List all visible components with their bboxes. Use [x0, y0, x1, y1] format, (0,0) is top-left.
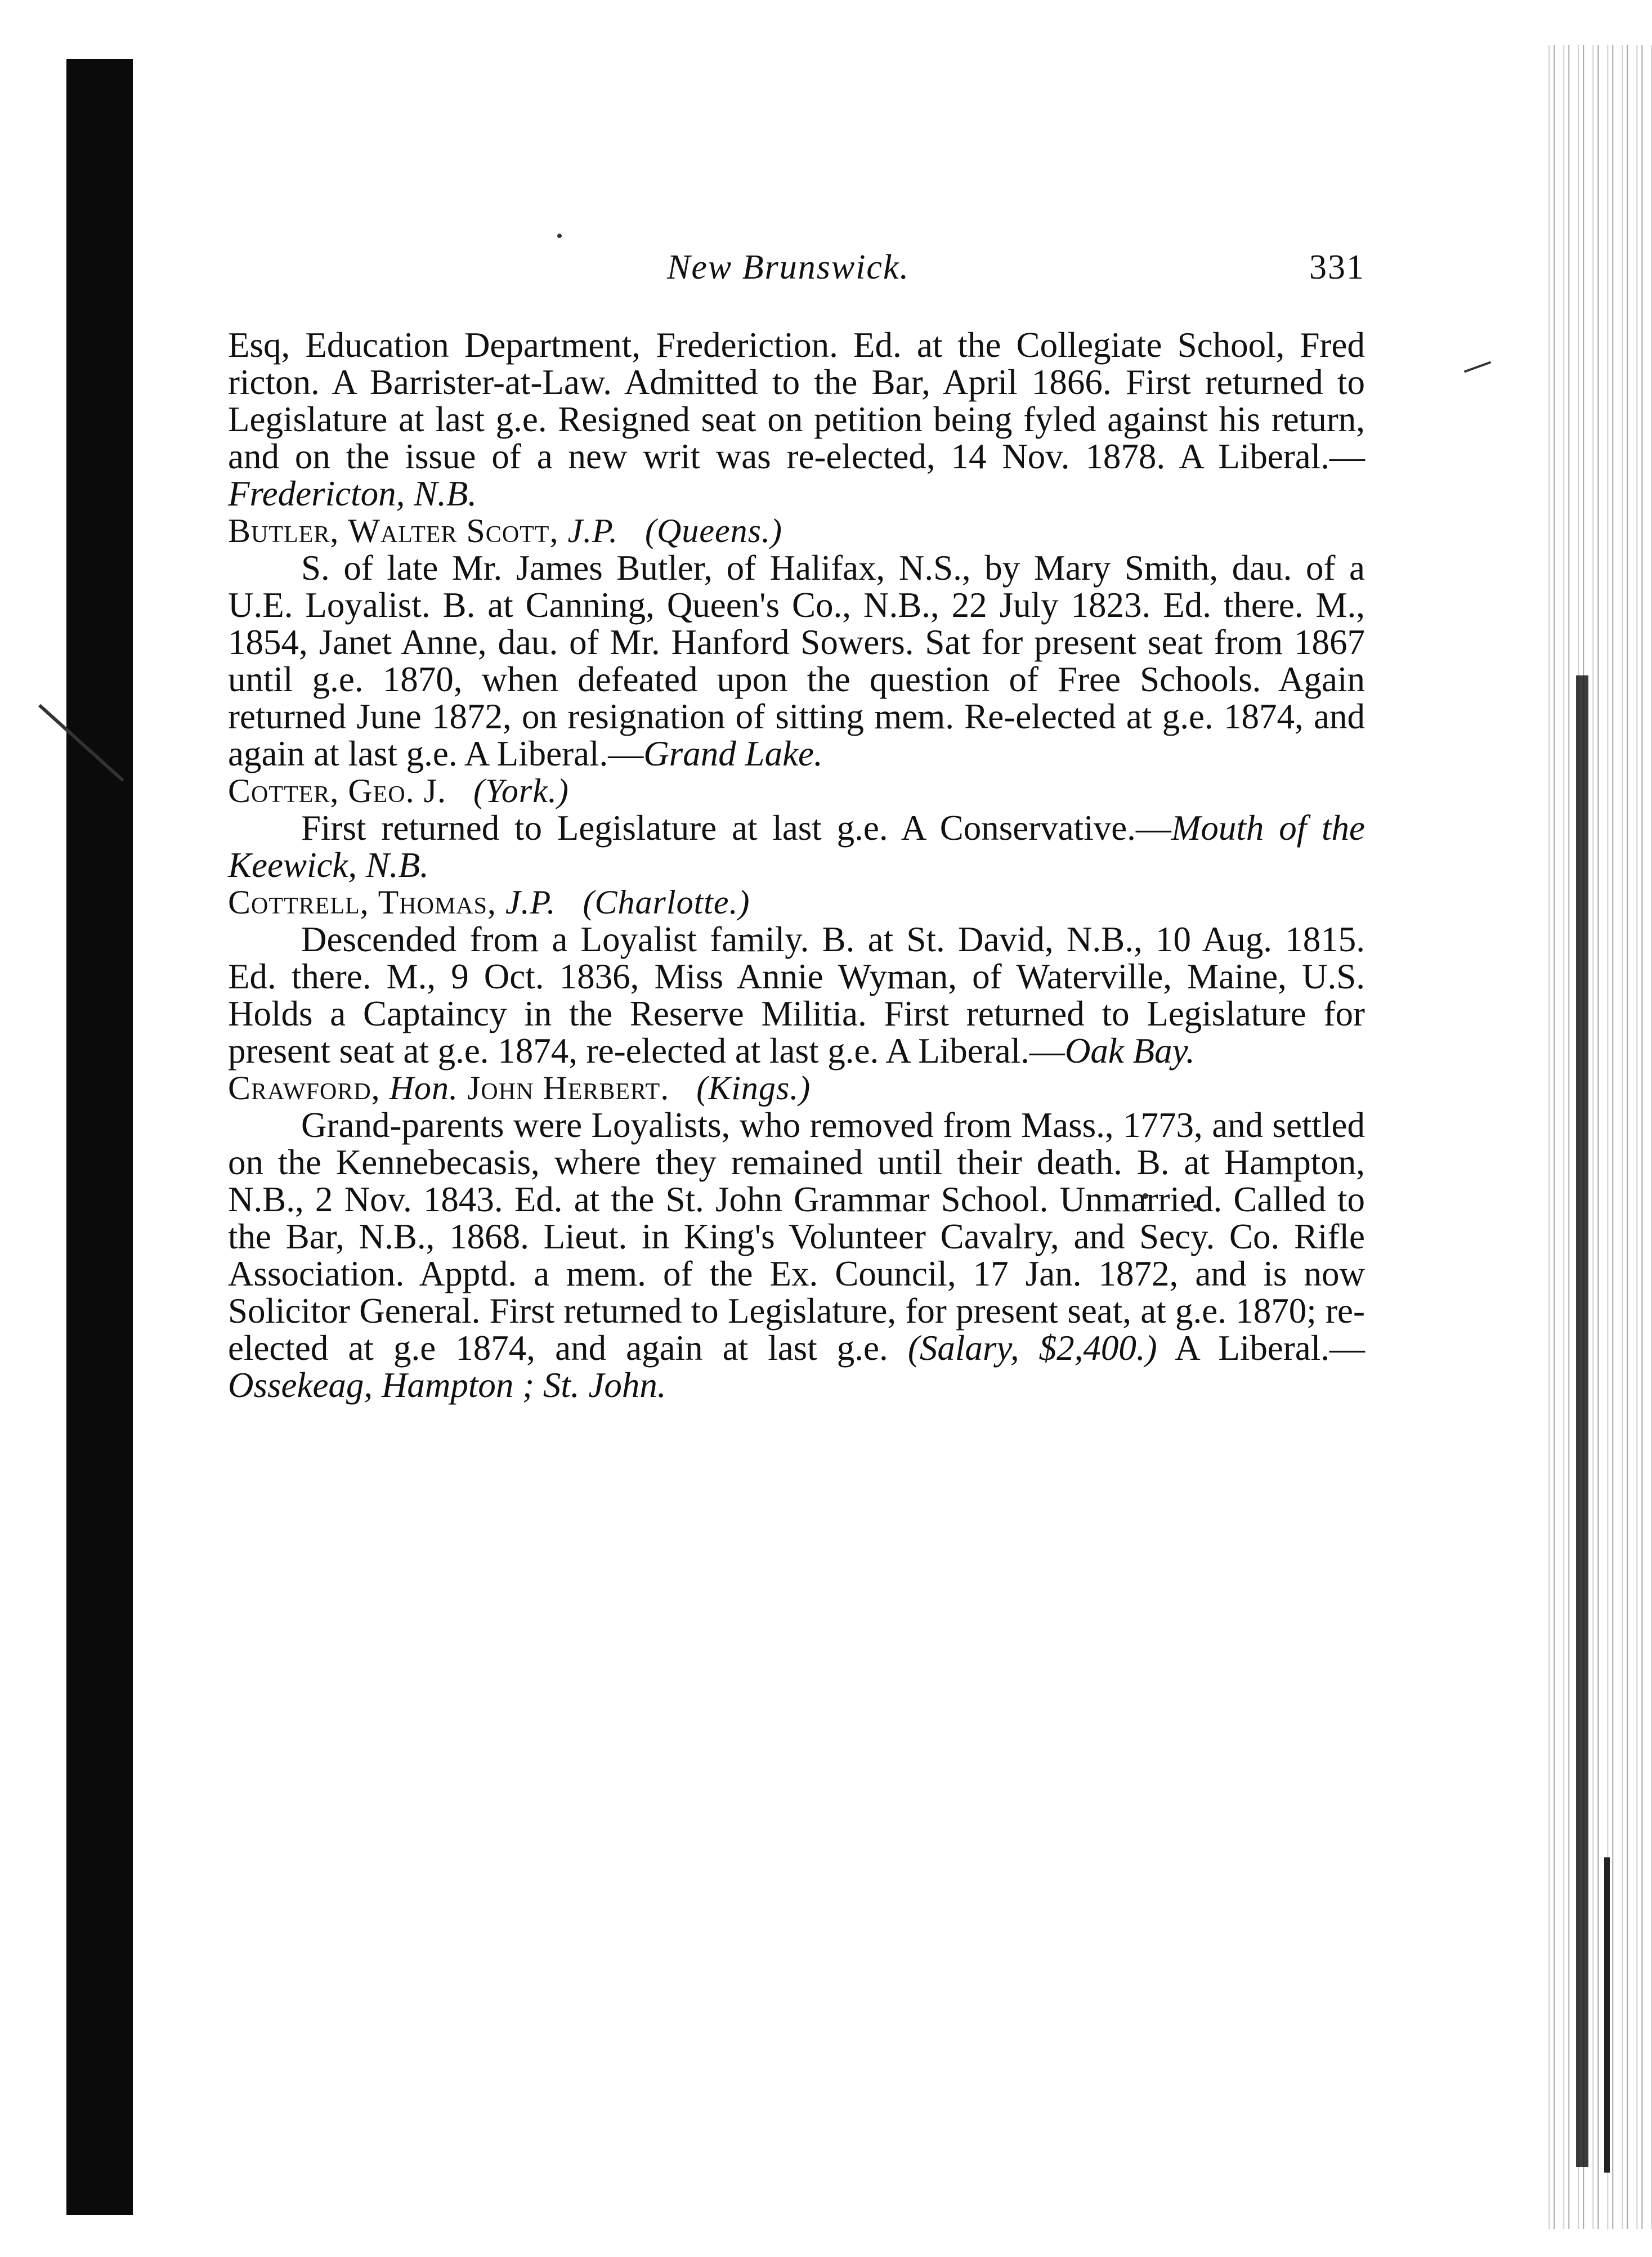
entry-heading-butler — [228, 512, 1365, 549]
page-edge-scan-noise — [1545, 45, 1652, 2229]
scan-speck — [557, 234, 562, 238]
entry-body-crawford — [228, 1107, 1365, 1404]
entry-address: Oak Bay. — [1064, 1031, 1195, 1071]
entry-heading-cottrell — [228, 884, 1365, 921]
entry-heading-crawford — [228, 1069, 1365, 1107]
page-edge-dark-strip-lower — [1604, 1857, 1610, 2173]
entry-body-end: A Liberal.— — [1175, 1328, 1366, 1368]
entry-body-cottrell — [228, 921, 1365, 1069]
entry-constituency: (Queens.) — [645, 512, 782, 549]
entry-surname: Cotter, — [228, 772, 339, 809]
entry-title: J.P. — [505, 884, 556, 921]
entry-body-text: Descended from a Loyalist family. B. at St. David, N.B., 10 Aug. 1815. Ed. there. M., 9 Oct. 1836, Miss Annie Wyman, of Waterville, Maine, U.S. Holds a Captaincy in the Reserve Militia. First returned to Legislature for present seat at g.e. 1874, re-elected at last g.e. A Liberal.— — [228, 920, 1365, 1071]
entry-address: Ossekeag, Hampton ; St. John. — [228, 1365, 666, 1405]
book-spine-shadow — [66, 59, 133, 2215]
entry-honorific: Hon. — [389, 1069, 459, 1107]
margin-pencil-mark — [1464, 361, 1491, 373]
continued-entry-address: Fredericton, N.B. — [228, 474, 477, 513]
entry-surname: Crawford, — [228, 1069, 380, 1107]
entry-surname: Butler, — [228, 512, 339, 549]
entry-given-names: John Herbert. — [467, 1069, 670, 1107]
entry-constituency: (York.) — [473, 772, 569, 809]
entry-body-butler — [228, 549, 1365, 772]
entry-body-text: Grand-parents were Loyalists, who removed from Mass., 1773, and settled on the Kennebecasis, where they remained until their death. B. at Hampton, N.B., 2 Nov. 1843. Ed. at the St. John Grammar School. Unmarried. Called to the Bar, N.B., 1868. Lieut. in King's Volunteer Cavalry, and Secy. Co. Rifle Association. Apptd. a mem. of the Ex. Council, 17 Jan. 1872, and is now Solicitor General. First returned to Legislature, for present seat, at g.e. 1870; re-elected at g.e 1874, and again at last g.e. — [228, 1105, 1365, 1368]
page-header — [228, 248, 1365, 298]
entry-given-names: Walter Scott, — [348, 512, 559, 549]
entry-given-names: Thomas, — [378, 884, 496, 921]
continued-entry-text — [228, 326, 1365, 512]
entry-title: J.P. — [567, 512, 619, 549]
entry-given-names: Geo. J. — [348, 772, 447, 809]
entry-address: Mouth of the Keewick, N.B. — [228, 808, 1365, 885]
entry-surname: Cottrell, — [228, 884, 369, 921]
entry-address: Grand Lake. — [643, 734, 823, 773]
entry-salary: (Salary, $2,400.) — [907, 1328, 1157, 1368]
page-number: 331 — [1309, 248, 1365, 286]
entry-heading-cotter — [228, 772, 1365, 809]
entry-body-text: First returned to Legislature at last g.e. A Conservative.— — [301, 808, 1171, 848]
entry-constituency: (Charlotte.) — [583, 884, 750, 921]
running-title: New Brunswick. — [667, 248, 910, 286]
page-content — [228, 326, 1365, 1404]
page-edge-dark-strip — [1576, 675, 1588, 2167]
entry-body-cotter — [228, 809, 1365, 884]
continued-entry-body: Esq, Education Department, Frederiction. Ed. at the Collegiate School, Fred ricton. A Barrister-at-Law. Admitted to the Bar, April 1866. First returned to Legislature at last g.e. Resigned seat on petition being fyled against his return, and on the issue of a new writ was re-elected, 14 Nov. 1878. A Liberal.— — [228, 325, 1365, 476]
entry-constituency: (Kings.) — [696, 1069, 811, 1107]
entry-body-text: S. of late Mr. James Butler, of Halifax, N.S., by Mary Smith, dau. of a U.E. Loyalist. B. at Canning, Queen's Co., N.B., 22 July 1823. Ed. there. M., 1854, Janet Anne, dau. of Mr. Hanford Sowers. Sat for present seat from 1867 until g.e. 1870, when defeated upon the question of Free Schools. Again returned June 1872, on resignation of sitting mem. Re-elected at g.e. 1874, and again at last g.e. A Liberal.— — [228, 548, 1365, 773]
